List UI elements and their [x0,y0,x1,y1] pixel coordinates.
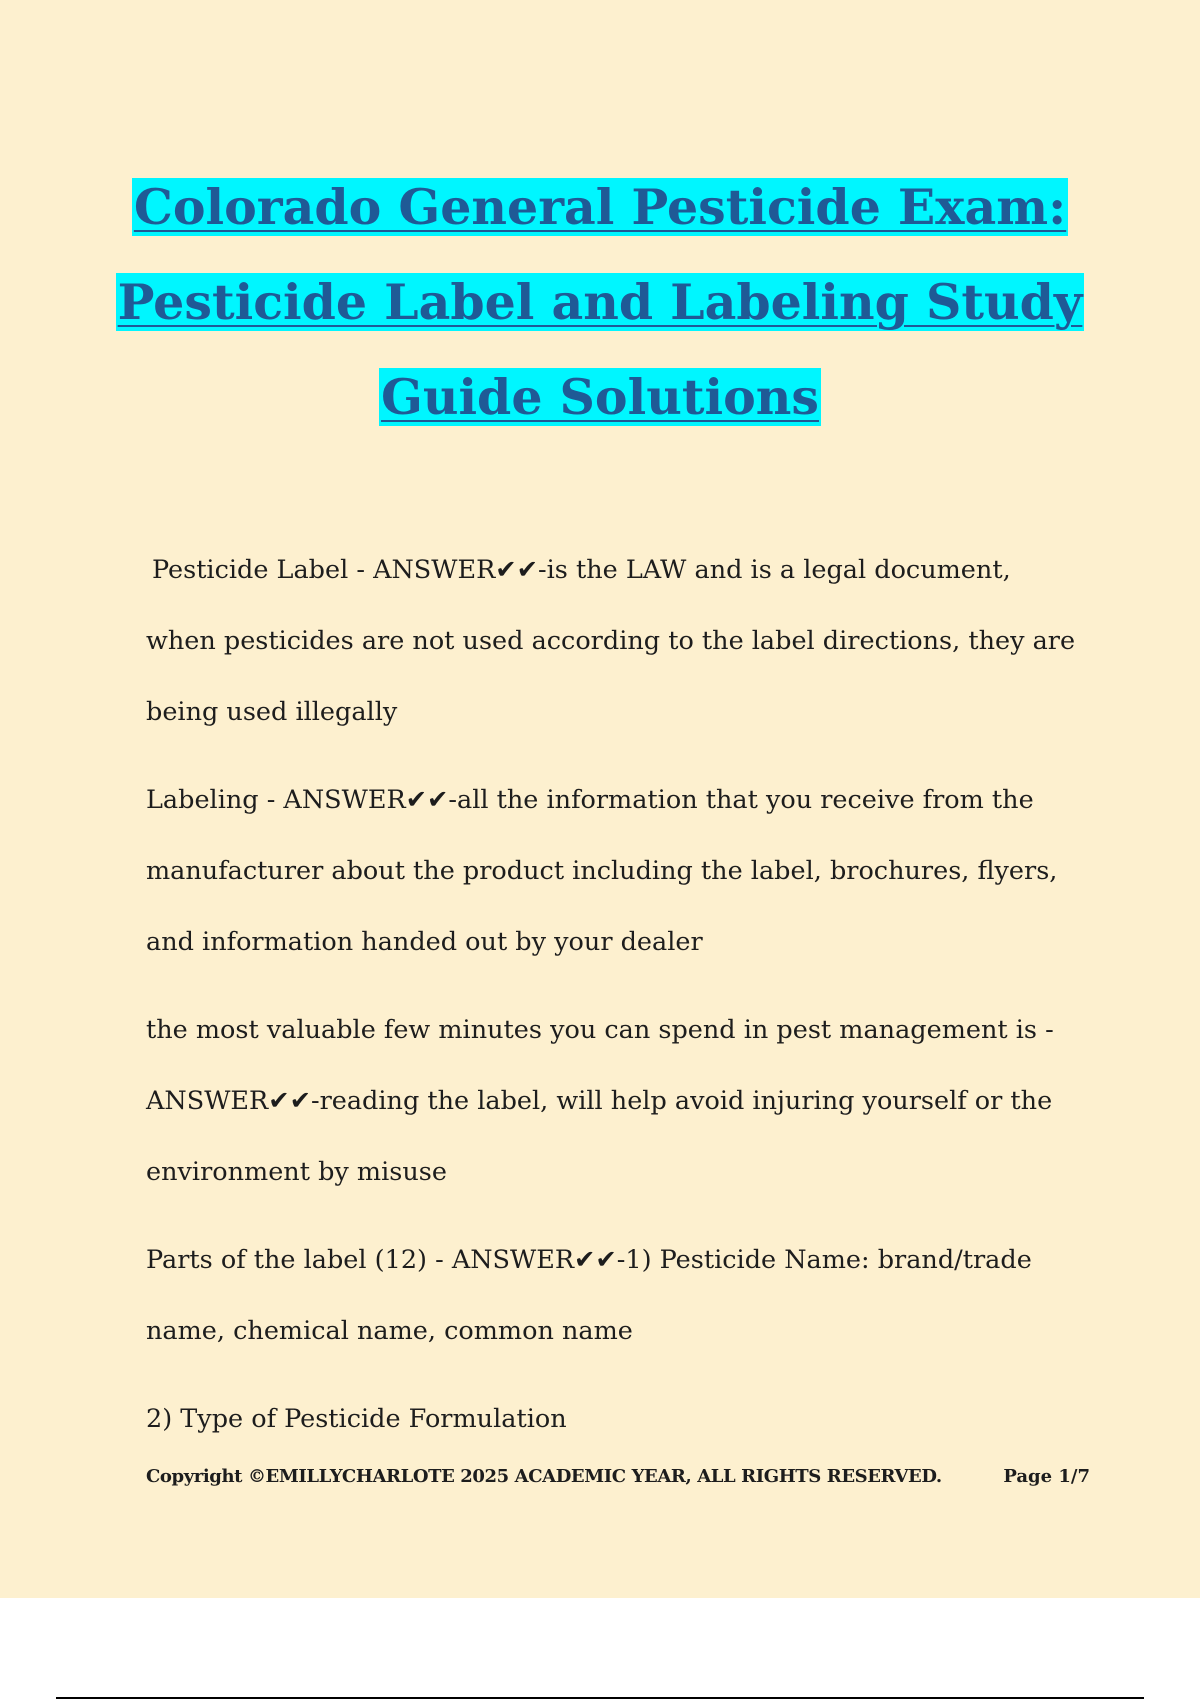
qa-continuation: 2) Type of Pesticide Formulation [146,1404,567,1434]
title-line-text: Pesticide Label and Labeling Study [117,273,1083,331]
title-line [0,160,1200,255]
title-line [0,255,1200,350]
page-number: Page 1/7 [1003,1466,1090,1487]
qa-entry: the most valuable few minutes you can spend in pest management is - ANSWER✔✔-reading the label, will help avoid injuring yourself or the environment by misuse [146,1015,1054,1187]
document-body [146,535,1086,1455]
bottom-divider [56,1697,1144,1699]
title-line-text: Colorado General Pesticide Exam: [133,178,1067,236]
qa-entry: Pesticide Label - ANSWER✔✔-is the LAW and is a legal document, when pesticides are not used according to the label directions, they are being used illegally [146,555,1076,727]
qa-entry: Labeling - ANSWER✔✔-all the information that you receive from the manufacturer about the product including the label, brochures, flyers, and information handed out by your dealer [146,785,1058,957]
document-title [0,160,1200,445]
qa-entry: Parts of the label (12) - ANSWER✔✔-1) Pesticide Name: brand/trade name, chemical name, common name [146,1245,1032,1346]
copyright-notice: Copyright ©EMILLYCHARLOTE 2025 ACADEMIC YEAR, ALL RIGHTS RESERVED. [146,1466,942,1487]
title-line [0,350,1200,445]
title-line-text: Guide Solutions [380,368,820,426]
